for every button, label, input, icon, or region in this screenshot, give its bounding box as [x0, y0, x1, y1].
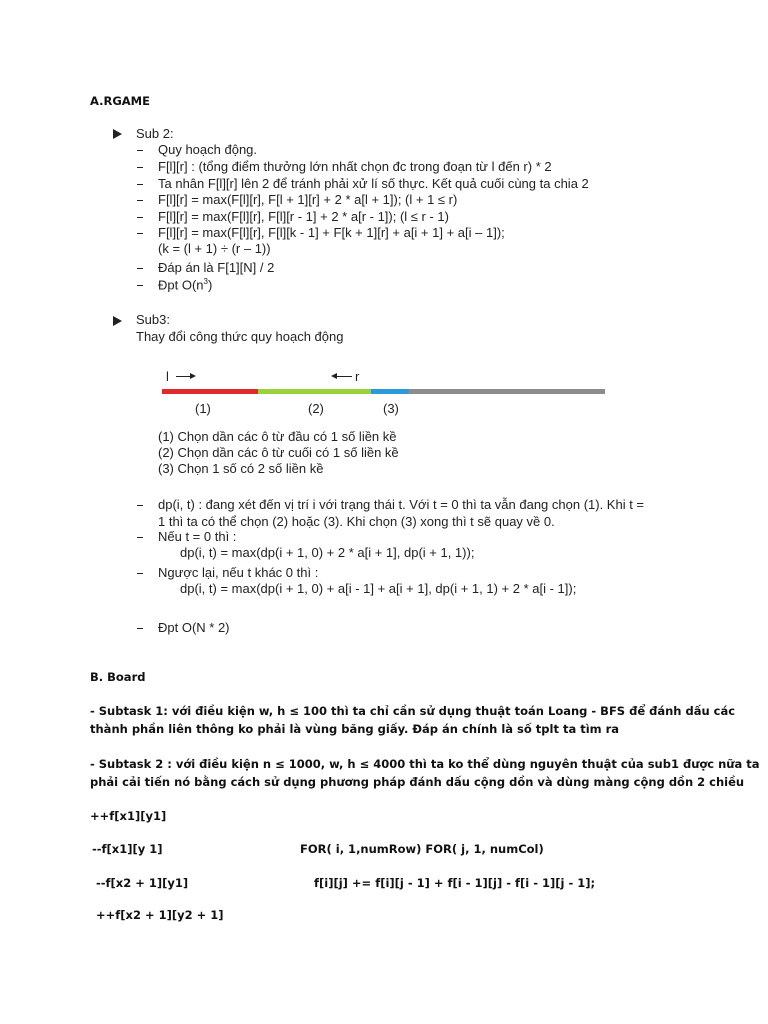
sub2-item: Quy hoạch động. — [158, 142, 258, 157]
dash-bullet-icon — [137, 200, 143, 201]
else-line: Ngược lại, nếu t khác 0 thì : — [158, 565, 319, 580]
sub2-item: F[l][r] = max(F[l][r], F[l][k - 1] + F[k + 1][r] + a[i + 1] + a[i – 1]); — [158, 225, 505, 240]
segment-gray — [409, 389, 605, 394]
left-arrow-icon — [336, 376, 352, 377]
code-update: f[i][j] += f[i][j - 1] + f[i - 1][j] - f[i - 1][j - 1]; — [314, 876, 596, 890]
close-paren: ) — [207, 277, 213, 293]
dash-bullet-icon — [137, 537, 143, 538]
segment-blue — [371, 389, 409, 394]
sub2-item: F[l][r] : (tổng điểm thưởng lớn nhất chọn đc trong đoạn từ l đến r) * 2 — [158, 159, 552, 174]
sub2-item: Đáp án là F[1][N] / 2 — [158, 260, 275, 275]
sub2-heading: Sub 2: — [136, 126, 174, 141]
sub2-item: F[l][r] = max(F[l][r], F[l + 1][r] + 2 * a[l + 1]); (l + 1 ≤ r) — [158, 192, 458, 207]
left-label: l — [166, 369, 169, 384]
dash-bullet-icon — [137, 233, 143, 234]
segment-green — [258, 389, 371, 394]
arrow-bullet-icon — [113, 316, 122, 326]
segment-label: (3) — [383, 401, 399, 416]
segment-red — [162, 389, 258, 394]
sub2-complexity — [158, 277, 212, 292]
choice-item: (1) Chọn dần các ô từ đầu có 1 số liền kề — [158, 429, 397, 444]
section-b-title: B. Board — [90, 670, 146, 684]
sub2-item: F[l][r] = max(F[l][r], F[l][r - 1] + 2 * a[r - 1]); (l ≤ r - 1) — [158, 209, 449, 224]
sub3-heading: Sub3: — [136, 312, 170, 327]
dash-bullet-icon — [137, 268, 143, 269]
exponent: 3 — [203, 277, 208, 286]
code-line: ++f[x2 + 1][y2 + 1] — [96, 908, 224, 922]
subtask1-line: thành phần liên thông ko phải là vùng băng giấy. Đáp án chính là số tplt ta tìm ra — [90, 722, 620, 736]
segment-label: (1) — [195, 401, 211, 416]
dash-bullet-icon — [137, 628, 143, 629]
dp-definition-line: dp(i, t) : đang xét đến vị trí i với trạng thái t. Với t = 0 thì ta vẫn đang chọn (1). Khi t = — [158, 497, 645, 512]
dp-definition-line: 1 thì ta có thể chọn (2) hoặc (3). Khi chọn (3) xong thì t sẽ quay về 0. — [158, 514, 555, 529]
choice-item: (3) Chọn 1 số có 2 số liền kề — [158, 461, 324, 476]
formula-line: dp(i, t) = max(dp(i + 1, 0) + 2 * a[i + 1], dp(i + 1, 1)); — [180, 545, 475, 560]
right-label: r — [355, 369, 360, 384]
section-a-title: A.RGAME — [90, 94, 150, 108]
code-line: --f[x2 + 1][y1] — [96, 876, 189, 890]
sub3-subtitle: Thay đổi công thức quy hoạch động — [136, 329, 344, 344]
right-arrowhead-icon — [190, 373, 196, 379]
code-line: ++f[x1][y1] — [90, 809, 167, 823]
dash-bullet-icon — [137, 217, 143, 218]
sub2-item: Ta nhân F[l][r] lên 2 để tránh phải xử lí số thực. Kết quả cuối cùng ta chia 2 — [158, 176, 589, 191]
complexity-text: Đpt O(n — [158, 277, 204, 293]
sub3-complexity: Đpt O(N * 2) — [158, 620, 230, 635]
choice-item: (2) Chọn dần các ô từ cuối có 1 số liền kề — [158, 445, 399, 460]
dash-bullet-icon — [137, 285, 143, 286]
dash-bullet-icon — [137, 505, 143, 506]
code-loop: FOR( i, 1,numRow) FOR( j, 1, numCol) — [300, 842, 544, 856]
subtask2-line: phải cải tiến nó bằng cách sử dụng phương pháp đánh dấu cộng dồn và dùng màng cộng dồn 2 chiều — [90, 775, 745, 789]
dash-bullet-icon — [137, 150, 143, 151]
subtask2-line: - Subtask 2 : với điều kiện n ≤ 1000, w, h ≤ 4000 thì ta ko thể dùng nguyên thuật của sub1 được nữa ta — [90, 757, 760, 771]
dash-bullet-icon — [137, 184, 143, 185]
code-line: --f[x1][y 1] — [92, 842, 163, 856]
segment-label: (2) — [308, 401, 324, 416]
k-range-line: (k = (l + 1) ÷ (r – 1)) — [158, 241, 271, 256]
subtask1-line: - Subtask 1: với điều kiện w, h ≤ 100 thì ta chỉ cần sử dụng thuật toán Loang - BFS để đánh dấu các — [90, 704, 736, 718]
arrow-bullet-icon — [113, 129, 122, 139]
if-t0-line: Nếu t = 0 thì : — [158, 529, 237, 544]
dash-bullet-icon — [137, 573, 143, 574]
formula-line: dp(i, t) = max(dp(i + 1, 0) + a[i - 1] + a[i + 1], dp(i + 1, 1) + 2 * a[i - 1]); — [180, 581, 577, 596]
dash-bullet-icon — [137, 167, 143, 168]
